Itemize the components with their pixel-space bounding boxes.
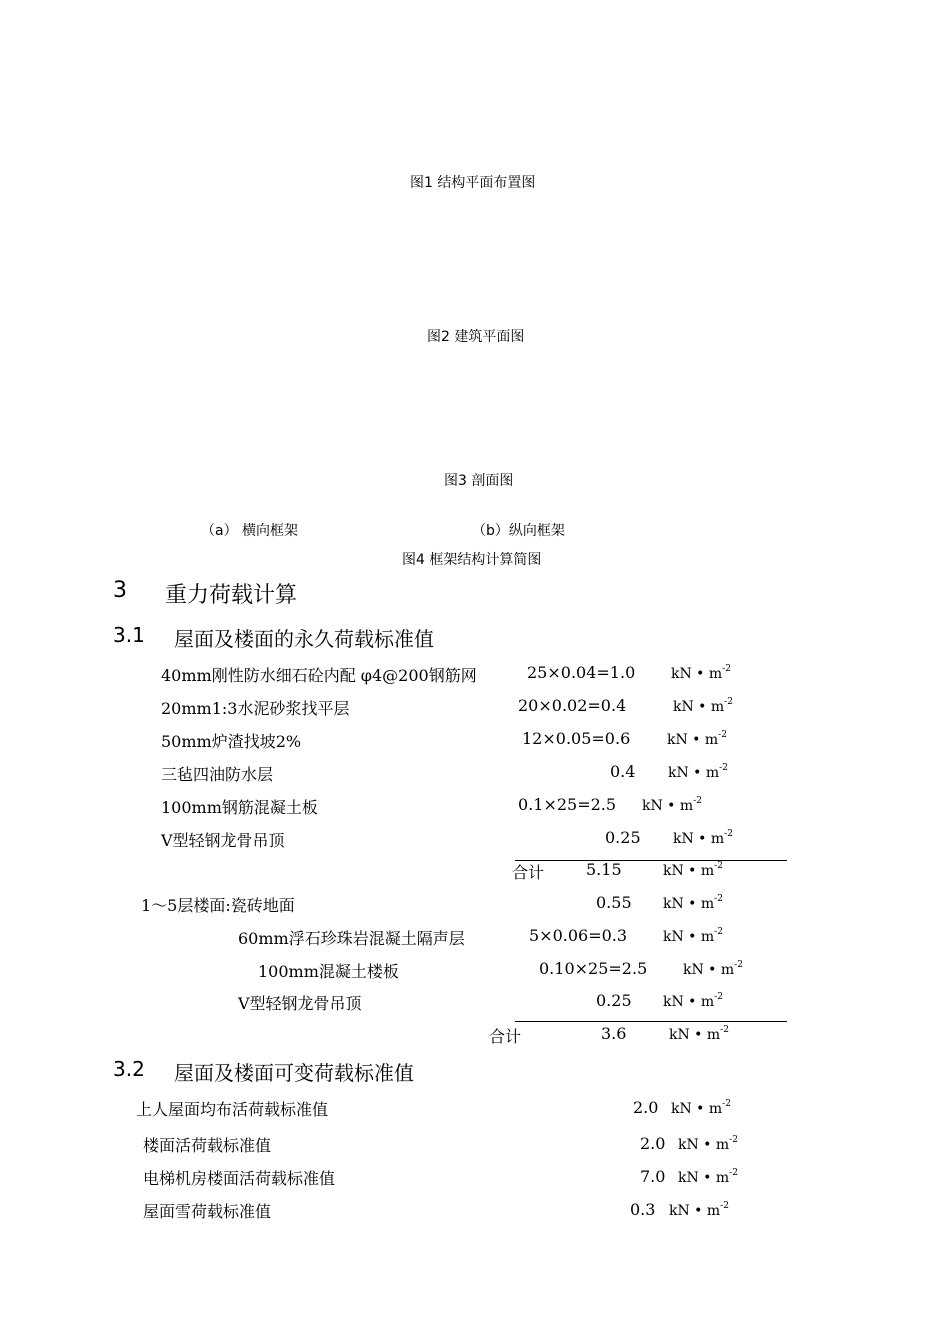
roof-item-label: 三毡四油防水层 xyxy=(161,765,274,784)
unit-label: kN • $m^{-2}$ xyxy=(667,730,727,748)
floor-item-label: 100mm混凝土楼板 xyxy=(258,962,399,981)
roof-total-value: 5.15 xyxy=(586,860,622,879)
figure-2-caption: 图2 建筑平面图 xyxy=(427,329,525,345)
live-load-label: 上人屋面均布活荷载标准值 xyxy=(136,1100,329,1119)
subfigure-b-caption: （b）纵向框架 xyxy=(472,523,565,539)
unit-label: kN • $m^{-2}$ xyxy=(669,1201,729,1219)
live-load-label: 屋面雪荷载标准值 xyxy=(143,1202,272,1221)
section-3-2-title: 屋面及楼面可变荷载标准值 xyxy=(174,1061,414,1085)
figure-3-caption: 图3 剖面图 xyxy=(444,473,514,489)
section-3-2-number: 3.2 xyxy=(113,1057,145,1081)
floor-item-calc: 5×0.06=0.3 xyxy=(529,926,628,945)
figure-4-caption: 图4 框架结构计算简图 xyxy=(402,552,542,568)
unit-label: kN • $m^{-2}$ xyxy=(678,1135,738,1153)
unit-label: kN • $m^{-2}$ xyxy=(663,861,723,879)
unit-label: kN • $m^{-2}$ xyxy=(683,960,743,978)
unit-label: kN • $m^{-2}$ xyxy=(663,927,723,945)
floor-total-label: 合计 xyxy=(489,1027,522,1046)
section-3-1-title: 屋面及楼面的永久荷载标准值 xyxy=(174,627,434,651)
floor-item-calc: 0.25 xyxy=(596,991,632,1010)
live-load-label: 楼面活荷载标准值 xyxy=(143,1136,272,1155)
live-load-value: 0.3 xyxy=(630,1200,656,1219)
roof-item-calc: 20×0.02=0.4 xyxy=(518,696,627,715)
live-load-value: 2.0 xyxy=(633,1098,659,1117)
unit-label: kN • $m^{-2}$ xyxy=(663,992,723,1010)
unit-label: kN • $m^{-2}$ xyxy=(673,697,733,715)
unit-label: kN • $m^{-2}$ xyxy=(678,1168,738,1186)
roof-item-label: 40mm刚性防水细石砼内配 φ4@200钢筋网 xyxy=(161,666,477,685)
roof-item-calc: 12×0.05=0.6 xyxy=(522,729,631,748)
unit-label: kN • $m^{-2}$ xyxy=(663,894,723,912)
roof-total-rule xyxy=(515,860,787,861)
live-load-label: 电梯机房楼面活荷载标准值 xyxy=(143,1169,336,1188)
roof-item-label: 50mm炉渣找坡2% xyxy=(161,732,302,751)
section-3-1-number: 3.1 xyxy=(113,623,145,647)
section-3-number: 3 xyxy=(113,578,127,603)
roof-item-calc: 25×0.04=1.0 xyxy=(527,663,636,682)
unit-label: kN • $m^{-2}$ xyxy=(668,763,728,781)
unit-label: kN • $m^{-2}$ xyxy=(673,829,733,847)
section-3-title: 重力荷载计算 xyxy=(165,583,298,608)
roof-item-calc: 0.4 xyxy=(610,762,636,781)
floor-item-label: 60mm浮石珍珠岩混凝土隔声层 xyxy=(238,929,465,948)
roof-item-calc: 0.1×25=2.5 xyxy=(518,795,617,814)
subfigure-a-caption: （a） 横向框架 xyxy=(201,523,299,539)
roof-item-label: 100mm钢筋混凝土板 xyxy=(161,798,318,817)
roof-item-label: 20mm1:3水泥砂浆找平层 xyxy=(161,699,350,718)
unit-label: kN • $m^{-2}$ xyxy=(669,1025,729,1043)
roof-item-label: V型轻钢龙骨吊顶 xyxy=(161,831,285,850)
roof-total-label: 合计 xyxy=(512,863,545,882)
unit-label: kN • $m^{-2}$ xyxy=(671,664,731,682)
floor-item-label: V型轻钢龙骨吊顶 xyxy=(238,994,362,1013)
floor-item-calc: 0.55 xyxy=(596,893,632,912)
unit-label: kN • $m^{-2}$ xyxy=(671,1099,731,1117)
floor-total-value: 3.6 xyxy=(601,1024,627,1043)
unit-label: kN • $m^{-2}$ xyxy=(642,796,702,814)
figure-1-caption: 图1 结构平面布置图 xyxy=(410,175,536,191)
floor-item-label: 1～5层楼面:瓷砖地面 xyxy=(141,896,295,915)
live-load-value: 7.0 xyxy=(640,1167,666,1186)
roof-item-calc: 0.25 xyxy=(605,828,641,847)
floor-total-rule xyxy=(515,1021,787,1022)
live-load-value: 2.0 xyxy=(640,1134,666,1153)
floor-item-calc: 0.10×25=2.5 xyxy=(539,959,648,978)
